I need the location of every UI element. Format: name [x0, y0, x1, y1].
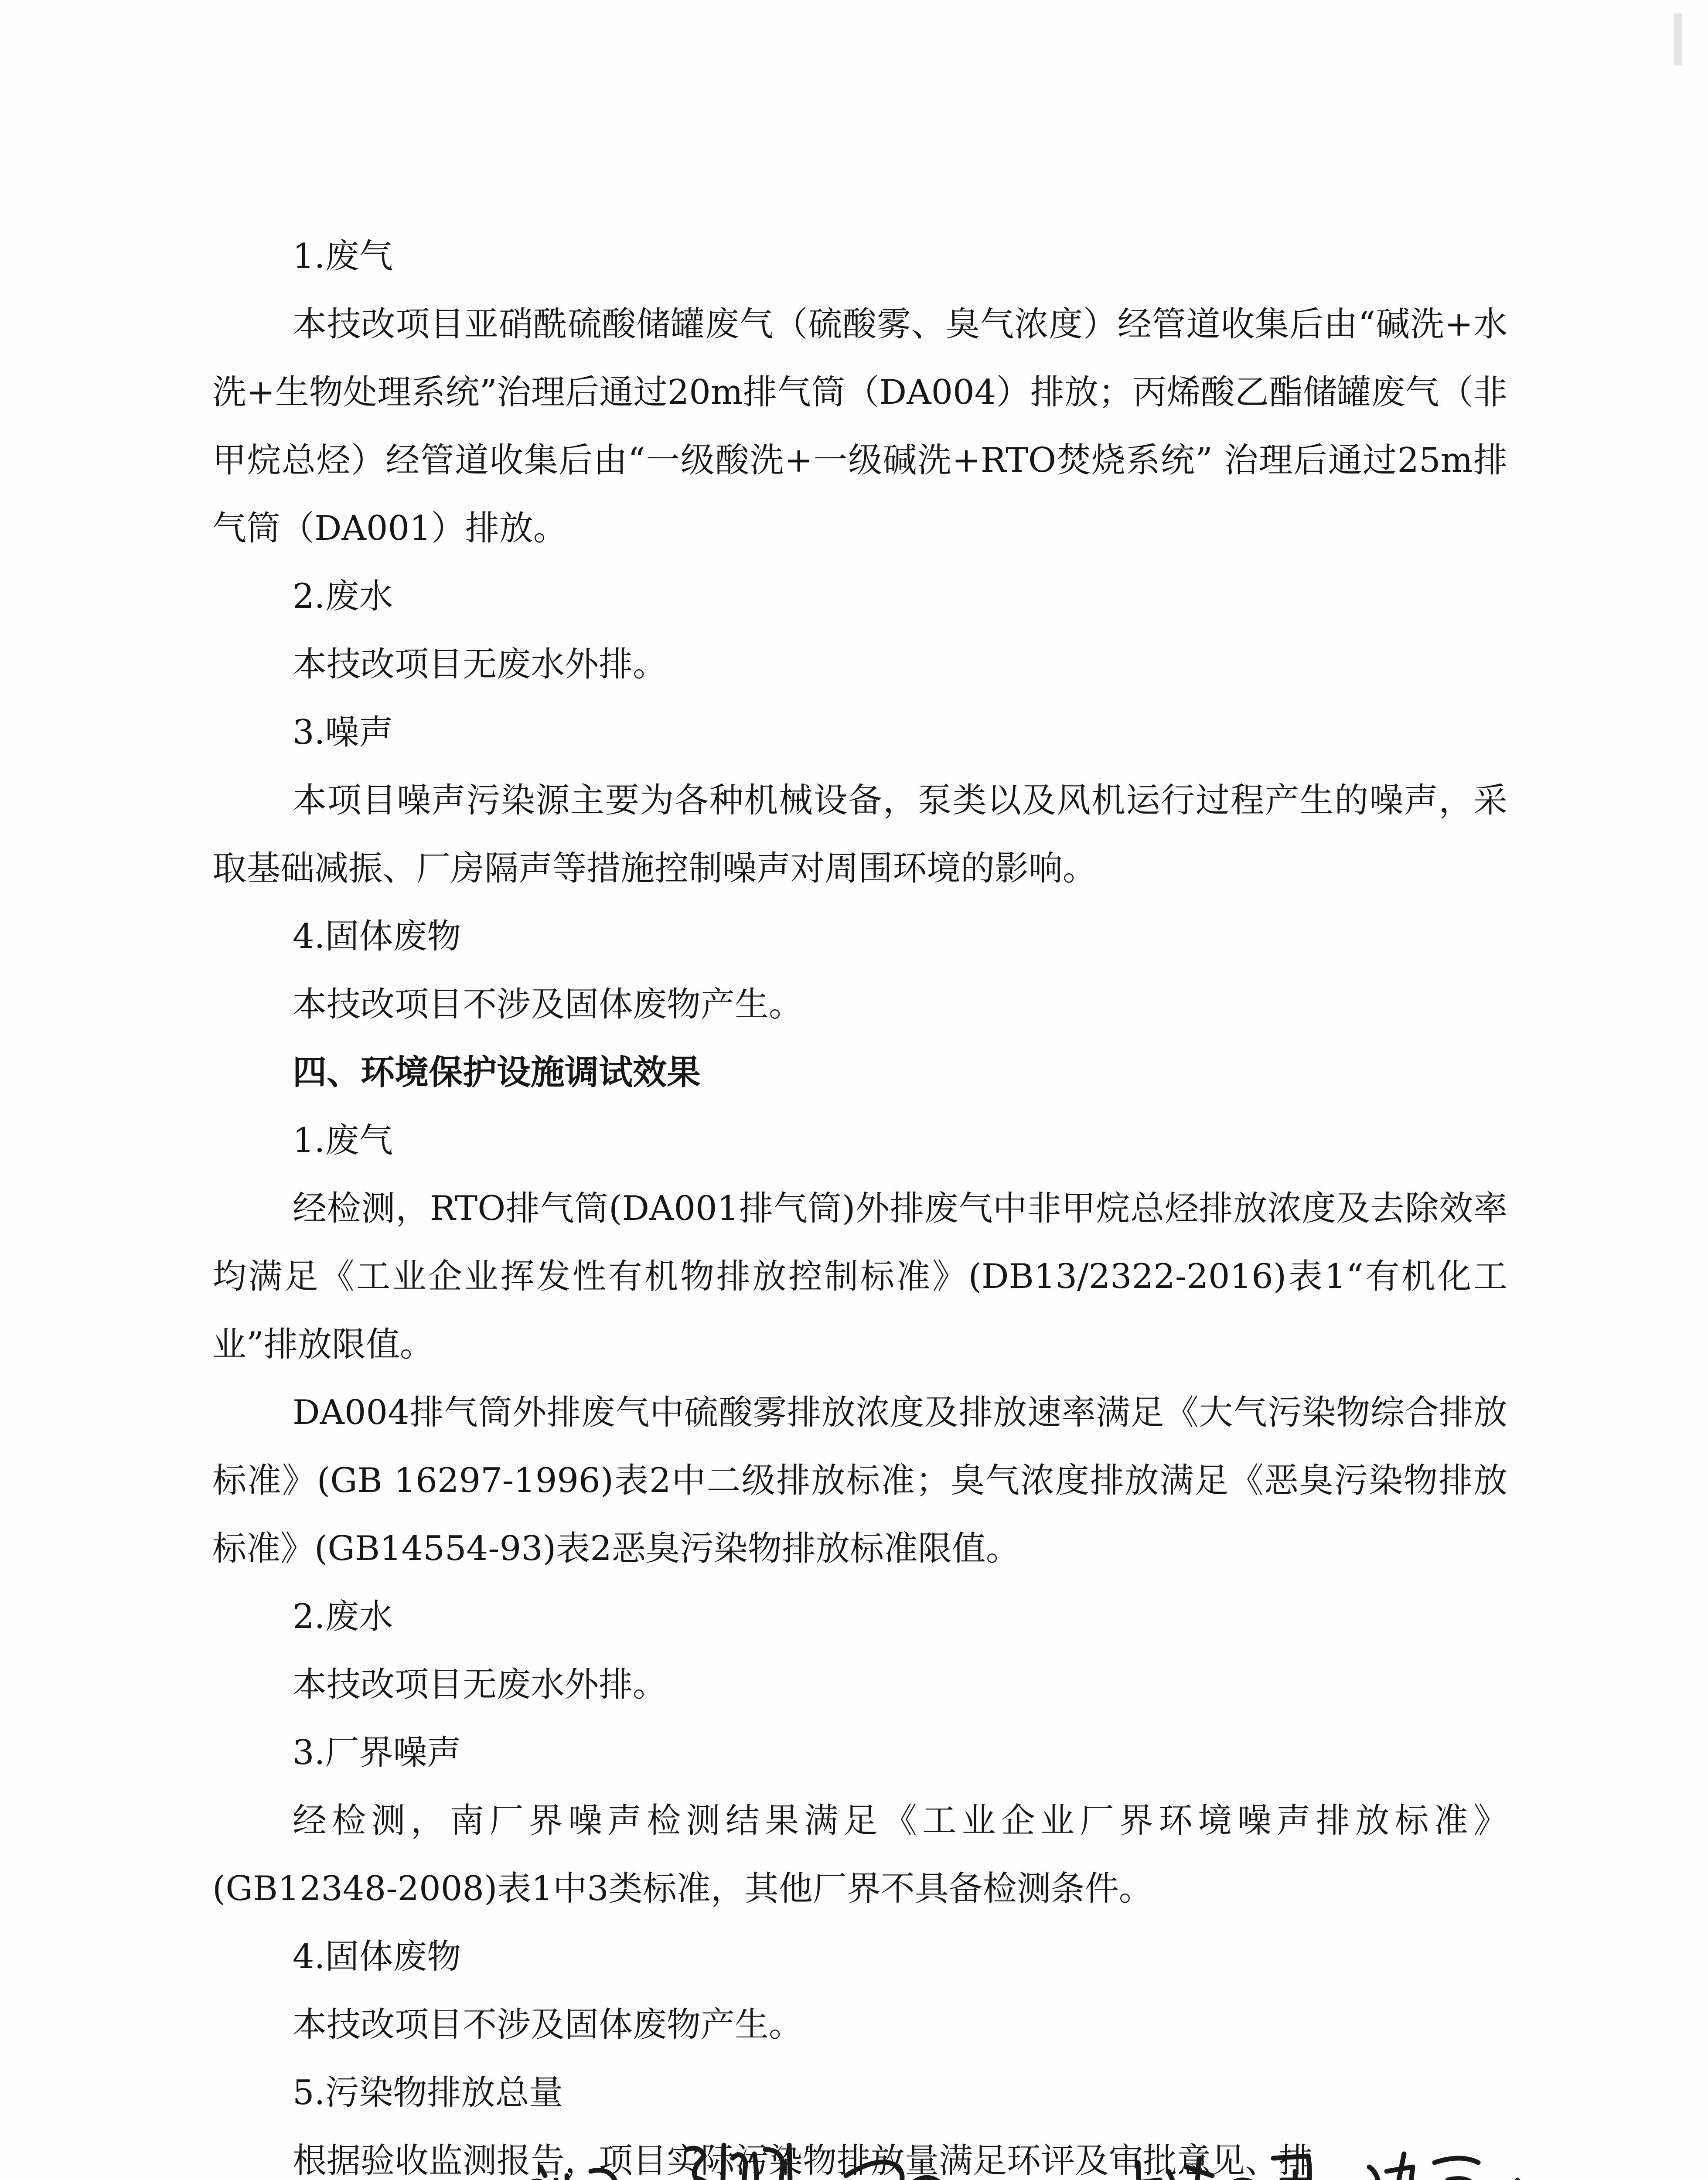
signature-5	[1369, 2154, 1522, 2180]
para-14: 本技改项目无废水外排。	[293, 1665, 667, 1704]
handwritten-signatures	[515, 2119, 1570, 2180]
para-3: 2.废水	[293, 577, 393, 616]
para-7: 4.固体废物	[293, 917, 461, 956]
para-17: 4.固体废物	[293, 1937, 461, 1976]
para-2: 本技改项目亚硝酰硫酸储罐废气（硫酸雾、臭气浓度）经管道收集后由“碱洗+水洗+生物处理系统”治理后通过20m排气筒（DA004）排放；丙烯酸乙酯储罐废气（非甲烷总烃）经管道收集后由“一级酸洗+一级碱洗+RTO焚烧系统” 治理后通过25m排气筒（DA001）排放。	[212, 305, 1507, 548]
section-heading: 四、环境保护设施调试效果	[293, 1053, 701, 1092]
para-13: 2.废水	[293, 1597, 393, 1636]
para-11: 经检测，RTO排气筒(DA001排气筒)外排废气中非甲烷总烃排放浓度及去除效率均满足《工业企业挥发性有机物排放控制标准》(DB13/2322-2016)表1“有机化工业”排放限值。	[212, 1189, 1507, 1364]
document-body	[212, 222, 1507, 2180]
para-12: DA004排气筒外排废气中硫酸雾排放浓度及排放速率满足《大气污染物综合排放标准》(GB 16297-1996)表2中二级排放标准；臭气浓度排放满足《恶臭污染物排放标准》(GB14554-93)表2恶臭污染物排放标准限值。	[212, 1393, 1507, 1568]
para-5: 3.噪声	[293, 713, 393, 752]
para-1: 1.废气	[293, 237, 393, 276]
para-20: 根据验收监测报告，项目实际污染物排放量满足环评及审批意见、排	[293, 2141, 1313, 2180]
para-19: 5.污染物排放总量	[293, 2073, 563, 2112]
para-6: 本项目噪声污染源主要为各种机械设备，泵类以及风机运行过程产生的噪声，采取基础减振、厂房隔声等措施控制噪声对周围环境的影响。	[212, 781, 1507, 888]
signature-3	[842, 2162, 1007, 2180]
para-10: 1.废气	[293, 1121, 393, 1160]
signature-1	[528, 2167, 627, 2180]
para-8: 本技改项目不涉及固体废物产生。	[293, 985, 803, 1024]
para-16: 经检测，南厂界噪声检测结果满足《工业企业厂界环境噪声排放标准》(GB12348-2008)表1中3类标准，其他厂界不具备检测条件。	[212, 1801, 1507, 1908]
signature-4	[1121, 2156, 1309, 2180]
signature-2	[687, 2145, 791, 2180]
scan-edge-mark	[1674, 13, 1682, 65]
para-15: 3.厂界噪声	[293, 1733, 461, 1772]
para-4: 本技改项目无废水外排。	[293, 645, 667, 684]
para-18: 本技改项目不涉及固体废物产生。	[293, 2005, 803, 2044]
